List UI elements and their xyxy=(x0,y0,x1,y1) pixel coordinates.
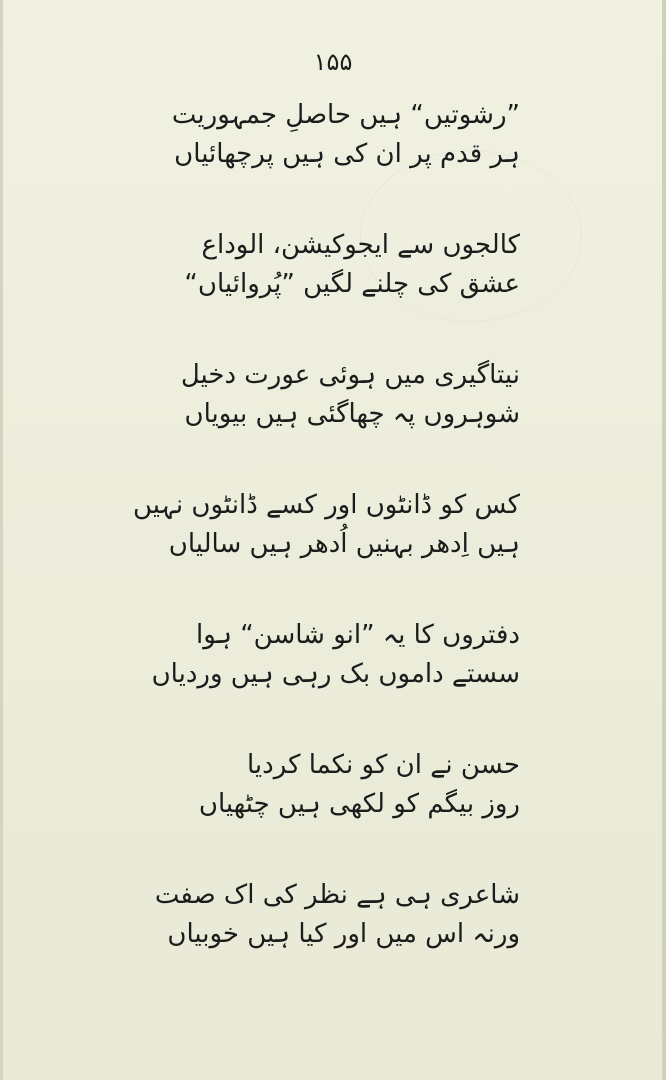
stanza xyxy=(150,876,520,954)
verse-line: سستے داموں بک رہی ہیں وردیاں xyxy=(151,659,520,689)
page-edge-right xyxy=(662,0,666,1080)
verse-line: نیتاگیری میں ہوئی عورت دخیل xyxy=(180,360,520,390)
verse-line: شاعری ہی ہے نظر کی اک صفت xyxy=(154,880,520,910)
page-edge-left xyxy=(0,0,3,1080)
verse-line: ورنہ اس میں اور کیا ہیں خوبیاں xyxy=(167,919,520,949)
verse-line: روز بیگم کو لکھی ہیں چٹھیاں xyxy=(198,789,520,819)
page-number: ۱۵۵ xyxy=(313,48,353,76)
verse-line: کالجوں سے ایجوکیشن، الوداع xyxy=(201,230,520,260)
verse-line: شوہروں پہ چھاگئی ہیں بیویاں xyxy=(184,399,520,429)
verse-line: دفتروں کا یہ ”انو شاسن“ ہوا xyxy=(196,620,520,650)
verse-line: عشق کی چلنے لگیں ”پُروائیاں“ xyxy=(184,269,520,299)
verse-line: حسن نے ان کو نکما کردیا xyxy=(247,750,520,780)
poem xyxy=(133,96,520,1006)
stanza xyxy=(150,226,520,304)
stanza xyxy=(133,486,520,564)
verse-line: ہر قدم پر ان کی ہیں پرچھائیاں xyxy=(174,139,520,169)
stanza xyxy=(150,356,520,434)
verse-line: ہیں اِدھر بہنیں اُدھر ہیں سالیاں xyxy=(168,529,520,559)
stanza xyxy=(150,746,520,824)
stanza xyxy=(150,616,520,694)
stanza xyxy=(150,96,520,174)
verse-line: کس کو ڈانٹوں اور کسے ڈانٹوں نہیں xyxy=(133,490,520,520)
verse-line: ”رشوتیں“ ہیں حاصلِ جمہوریت xyxy=(171,100,520,130)
